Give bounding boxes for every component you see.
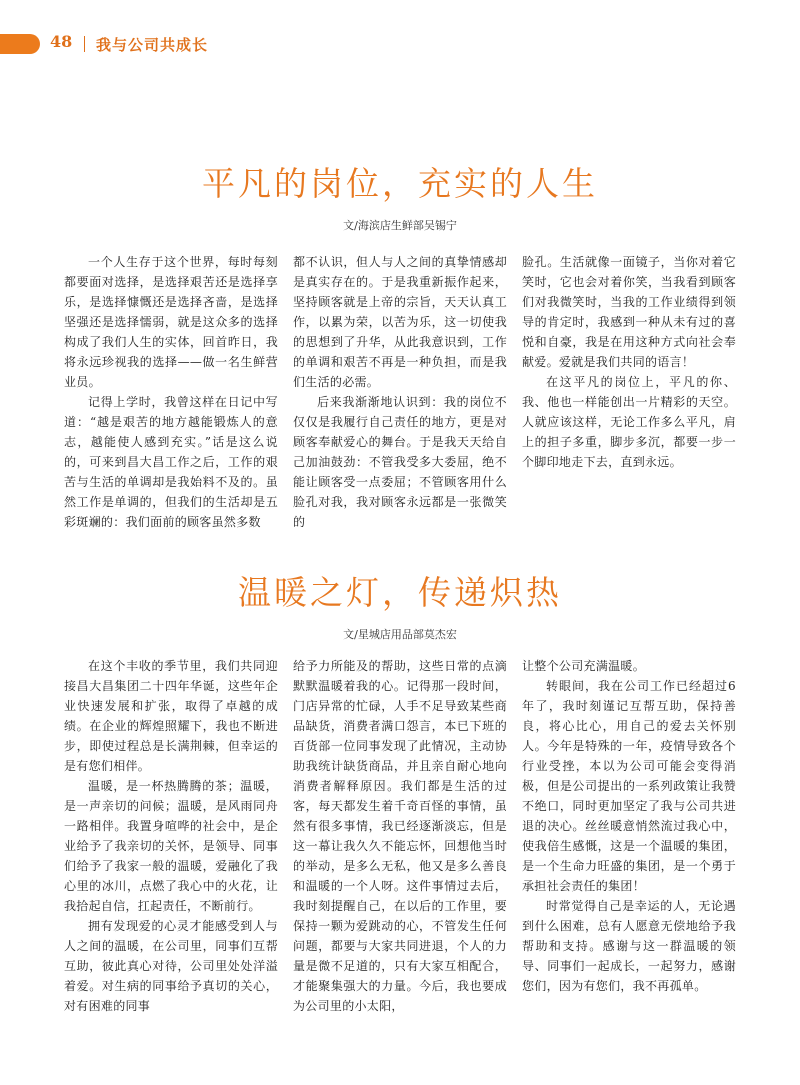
paragraph: 在这个丰收的季节里，我们共同迎接昌大昌集团二十四年华诞，这些年企业快速发展和扩张，取得了卓越的成绩。在企业的辉煌照耀下，我也不断进步，即使过程总是长满荆棘，但幸运的是有您们相伴。 xyxy=(64,659,278,773)
paragraph: 一个人生存于这个世界，每时每刻都要面对选择，是选择艰苦还是选择享乐，是选择慷慨还是选择吝啬，是选择坚强还是选择懦弱，就是这众多的选择构成了我们人生的实体，回首昨日，我将永远珍视我的选择——做一名生鲜营业员。 xyxy=(64,255,278,389)
article-1 xyxy=(0,158,800,233)
article-2 xyxy=(0,567,800,642)
page-number: 48 xyxy=(50,32,73,51)
article-title: 温暖之灯，传递炽热 xyxy=(238,573,562,612)
paragraph: 温暖，是一杯热腾腾的茶；温暖，是一声亲切的问候；温暖，是风雨同舟一路相伴。我置身喧哗的社会中，是企业给予了我亲切的关怀，是领导、同事们给予了我家一般的温暖，爱融化了我心里的冰川，点燃了我心中的火花，让我拾起自信，扛起责任，不断前行。 xyxy=(64,779,278,913)
paragraph: 记得上学时，我曾这样在日记中写道：“越是艰苦的地方越能锻炼人的意志，越能使人感到充实。”话是这么说的，可来到昌大昌工作之后，工作的艰苦与生活的单调却是我始料不及的。虽然工作是单调的，但我们的生活却是五彩斑斓的：我们面前的顾客虽然多数 xyxy=(64,395,278,529)
article-column xyxy=(293,252,507,532)
paragraph: 都不认识，但人与人之间的真挚情感却是真实存在的。于是我重新振作起来，坚持顾客就是上帝的宗旨，天天认真工作，以累为荣，以苦为乐，这一切使我的思想到了升华，从此我意识到，工作的单调和艰苦不再是一种负担，而是我们生活的必需。 xyxy=(293,255,507,389)
header-accent-bar xyxy=(0,34,40,54)
article-title: 平凡的岗位，充实的人生 xyxy=(202,164,598,203)
paragraph: 在这平凡的岗位上，平凡的你、我、他也一样能创出一片精彩的天空。人就应该这样，无论工作多么平凡，肩上的担子多重，脚步多沉，都要一步一个脚印地走下去，直到永远。 xyxy=(522,375,736,469)
article-column xyxy=(522,656,736,1016)
paragraph: 转眼间，我在公司工作已经超过6年了，我时刻谨记互帮互助，保持善良，将心比心，用自己的爱去关怀别人。今年是特殊的一年，疫情导致各个行业受挫，本以为公司可能会变得消极，但是公司提出的一系列政策让我赞不绝口，同时更加坚定了我与公司共进退的决心。丝丝暖意悄然流过我心中，使我倍生感慨，这是一个温暖的集团，是一个生命力旺盛的集团，是一个勇于承担社会责任的集团！ xyxy=(522,679,736,893)
paragraph: 让整个公司充满温暖。 xyxy=(522,659,646,673)
paragraph: 脸孔。生活就像一面镜子，当你对着它笑时，它也会对着你笑，当我看到顾客们对我微笑时，当我的工作业绩得到领导的肯定时，我感到一种从未有过的喜悦和自豪，我是在用这种方式向社会奉献爱。爱就是我们共同的语言！ xyxy=(522,255,736,369)
section-title: 我与公司共成长 xyxy=(96,36,209,54)
paragraph: 拥有发现爱的心灵才能感受到人与人之间的温暖，在公司里，同事们互帮互助，彼此真心对待，公司里处处洋溢着爱。对生病的同事给予真切的关心，对有困难的同事 xyxy=(64,919,278,1013)
paragraph: 时常觉得自己是幸运的人，无论遇到什么困难，总有人愿意无偿地给予我帮助和支持。感谢与这一群温暖的领导、同事们一起成长，一起努力，感谢您们，因为有您们，我不再孤单。 xyxy=(522,899,736,993)
article-2-body xyxy=(64,656,736,1016)
article-column xyxy=(64,252,278,532)
paragraph: 给予力所能及的帮助，这些日常的点滴默默温暖着我的心。记得那一段时间，门店异常的忙碌，人手不足导致某些商品缺货，消费者满口怨言，本已下班的百货部一位同事发现了此情况，主动协助我统计缺货商品，并且亲自耐心地向消费者解释原因。我们都是生活的过客，每天都发生着千奇百怪的事情，虽然有很多事情，我已经逐渐淡忘，但是这一幕让我久久不能忘怀，回想他当时的举动，是多么无私，他又是多么善良和温暖的一个人呀。这件事情过去后，我时刻提醒自己，在以后的工作里，要保持一颗为爱跳动的心，不管发生任何问题，都要与大家共同进退，个人的力量是微不足道的，只有大家互相配合，才能聚集强大的力量。今后，我也要成为公司里的小太阳， xyxy=(293,659,507,1013)
article-byline: 文/海滨店生鲜部吴锡宁 xyxy=(343,219,457,232)
header-divider xyxy=(84,36,85,52)
article-column xyxy=(522,252,736,532)
article-column xyxy=(293,656,507,1016)
paragraph: 后来我渐渐地认识到：我的岗位不仅仅是我履行自己责任的地方，更是对顾客奉献爱心的舞台。于是我天天给自己加油鼓劲：不管我受多大委屈，绝不能让顾客受一点委屈；不管顾客用什么脸孔对我，我对顾客永远都是一张微笑的 xyxy=(293,395,507,529)
article-byline: 文/星城店用品部莫杰宏 xyxy=(343,628,457,641)
article-column xyxy=(64,656,278,1016)
article-1-body xyxy=(64,252,736,532)
